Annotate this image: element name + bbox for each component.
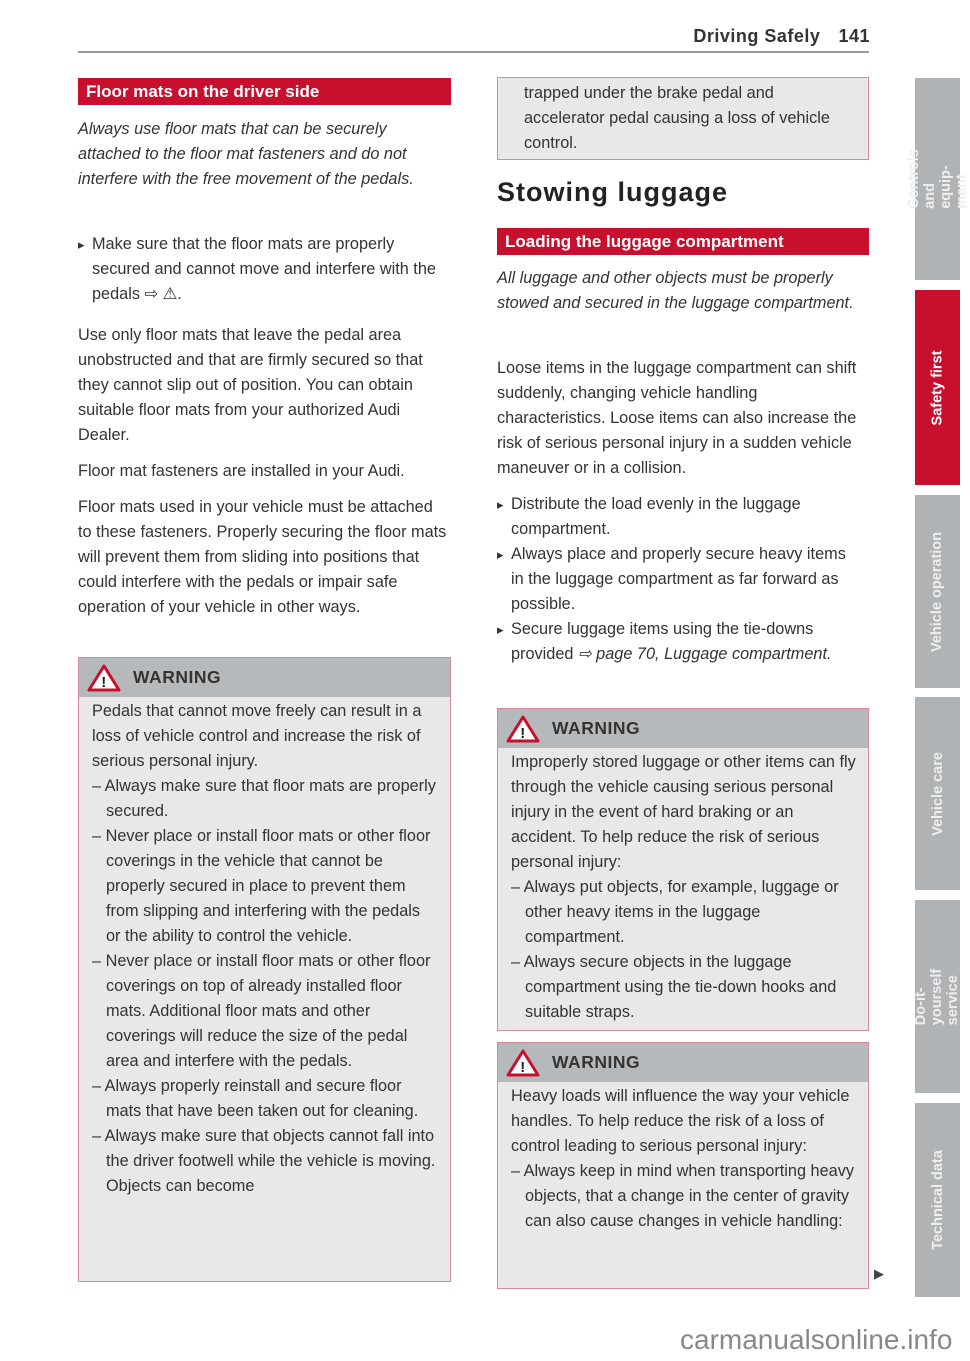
chapter-title: Stowing luggage	[497, 177, 728, 207]
svg-text:!: !	[520, 724, 526, 742]
warning-item: – Always put objects, for example, luggage or other heavy items in the luggage compartment.	[511, 878, 839, 946]
warning-item: – Always make sure that objects cannot fall into the driver footwell while the vehicle is moving. Objects can become	[92, 1127, 436, 1195]
paragraph: Loose items in the luggage compartment can shift suddenly, changing vehicle handling characteristics. Loose items can also increase the risk of serious personal injury in a sudden vehicle maneuver or in a collision.	[497, 359, 857, 477]
warning-title: WARNING	[133, 667, 222, 687]
watermark: carmanualsonline.info	[680, 1324, 953, 1355]
warning-triangle-icon	[506, 715, 540, 743]
warning-title: WARNING	[552, 1052, 641, 1072]
tab-vehicle-care[interactable]	[915, 697, 960, 890]
bullet-list	[497, 492, 852, 667]
tab-safety-first[interactable]	[915, 290, 960, 485]
paragraph: Floor mats used in your vehicle must be attached to these fasteners. Properly securing the floor mats will prevent them from sliding into positions that could interfere with the pedals or impair safe operation of your vehicle in other ways.	[78, 498, 447, 616]
warning-triangle-icon	[87, 664, 121, 692]
continue-arrow-icon: ▶	[874, 1266, 884, 1281]
warning-item: – Always properly reinstall and secure floor mats that have been taken out for cleaning.	[92, 1077, 419, 1120]
page-reference-link[interactable]: ⇨ page 70, Luggage compartment.	[578, 645, 832, 663]
warning-item: – Never place or install floor mats or other floor coverings on top of already installed floor mats. Additional floor mats and other coverings will reduce the size of the pedal area and interfere with the pedals.	[92, 952, 431, 1070]
paragraph: Use only floor mats that leave the pedal area unobstructed and that are firmly secured so that they cannot slip out of position. You can obtain suitable floor mats from your authorized Audi Dealer.	[78, 326, 423, 444]
bullet-item: ▸ Always place and properly secure heavy items in the luggage compartment as far forward as possible.	[497, 542, 852, 617]
tab-label: Vehicle operation	[929, 531, 946, 652]
tab-label: Vehicle care	[929, 751, 946, 836]
warning-header	[498, 709, 868, 748]
tab-label: Safety first	[929, 350, 946, 425]
warning-header	[498, 1043, 868, 1082]
warning-triangle-icon	[506, 1049, 540, 1077]
warning-box	[78, 657, 451, 1282]
continued-text-box	[497, 77, 869, 160]
tab-label: Controls and equip- ment	[905, 149, 970, 209]
tab-vehicle-operation[interactable]	[915, 495, 960, 688]
intro-text: All luggage and other objects must be properly stowed and secured in the luggage compartment.	[497, 269, 854, 312]
warning-box	[497, 708, 869, 1031]
tab-do-it-yourself-service[interactable]	[915, 900, 960, 1093]
warning-item: – Always keep in mind when transporting heavy objects, that a change in the center of gravity can also cause changes in vehicle handling:	[511, 1162, 855, 1230]
svg-text:!: !	[101, 673, 107, 691]
warning-box	[497, 1042, 869, 1289]
warning-item: – Always secure objects in the luggage compartment using the tie-down hooks and suitable straps.	[511, 953, 837, 1021]
section-heading: Loading the luggage compartment	[497, 228, 869, 255]
page-number: 141	[838, 26, 870, 46]
warning-item: – Never place or install floor mats or other floor coverings in the vehicle that cannot be properly secured in place to prevent them from slipping and interfering with the pedals or the ability to control the vehicle.	[92, 827, 431, 945]
bullet-item: ▸ Make sure that the floor mats are properly secured and cannot move and interfere with the pedals ⇨ ⚠.	[78, 232, 450, 307]
warning-title: WARNING	[552, 718, 641, 738]
warning-text: Heavy loads will influence the way your vehicle handles. To help reduce the risk of a loss of control leading to serious personal injury:	[511, 1087, 850, 1155]
bullet-text: Secure luggage items using the tie-downs provided	[511, 620, 814, 663]
header-rule	[78, 51, 869, 53]
page-header	[693, 24, 870, 49]
svg-text:!: !	[520, 1058, 526, 1076]
tab-label: Technical data	[929, 1150, 946, 1250]
tab-controls-and-equipment[interactable]	[905, 78, 970, 280]
intro-text: Always use floor mats that can be securely attached to the floor mat fasteners and do not interfere with the free movement of the pedals.	[78, 120, 414, 188]
warning-text: Pedals that cannot move freely can result in a loss of vehicle control and increase the risk of serious personal injury.	[92, 702, 422, 770]
continued-text: trapped under the brake pedal and accelerator pedal causing a loss of vehicle control.	[524, 84, 830, 152]
warning-item: – Always make sure that floor mats are properly secured.	[92, 777, 436, 820]
warning-header	[79, 658, 450, 697]
warning-text: Improperly stored luggage or other items can fly through the vehicle causing serious personal injury in the event of hard braking or an accident. To help reduce the risk of serious personal injury:	[511, 753, 856, 871]
tab-label: Do-it-yourself service	[913, 968, 962, 1025]
tab-technical-data[interactable]	[915, 1103, 960, 1297]
section-heading: Floor mats on the driver side	[78, 78, 451, 105]
section-title: Driving Safely	[693, 26, 821, 46]
bullet-item: ▸ Distribute the load evenly in the luggage compartment.	[497, 492, 852, 542]
bullet-item	[497, 617, 852, 667]
paragraph: Floor mat fasteners are installed in your Audi.	[78, 462, 405, 480]
